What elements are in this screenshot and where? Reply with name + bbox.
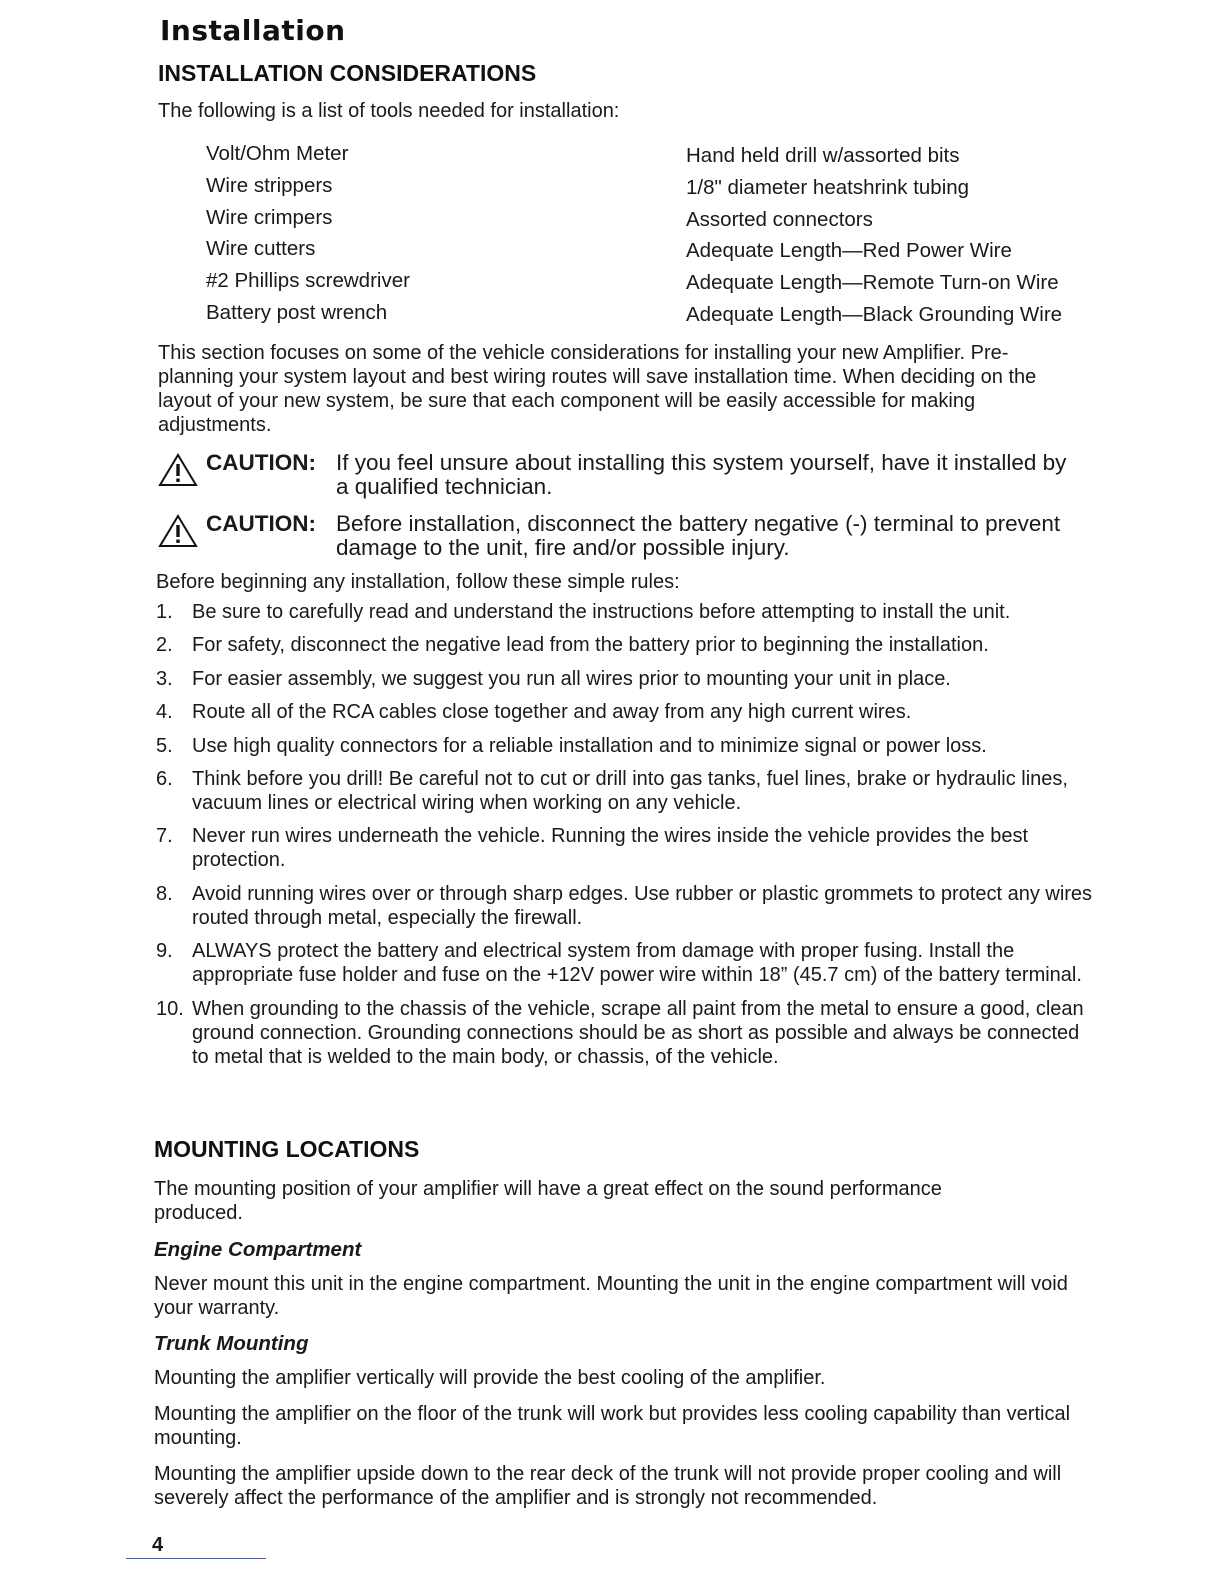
engine-compartment-text: Never mount this unit in the engine compartment. Mounting the unit in the engine compartment will void your warranty. [154, 1273, 1068, 1319]
rule-number: 4. [156, 701, 173, 724]
page-number: 4 [152, 1534, 164, 1556]
rule-text: When grounding to the chassis of the vehicle, scrape all paint from the metal to ensure a good, clean ground connection. Grounding connections should be as short as possible and always be connected to metal that is welded to the main body, or chassis, of the vehicle. [192, 997, 1084, 1068]
rule-text: Use high quality connectors for a reliable installation and to minimize signal or power loss. [192, 734, 987, 757]
rule-text: Think before you drill! Be careful not to cut or drill into gas tanks, fuel lines, brake or hydraulic lines, vacuum lines or electrical wiring when working on any vehicle. [192, 767, 1068, 814]
caution-block-1 [158, 451, 1098, 507]
rule-number: 6. [156, 767, 173, 790]
caution-label: CAUTION: [206, 511, 316, 536]
rule-number: 7. [156, 825, 173, 848]
rule-item [156, 767, 1096, 815]
rule-item [156, 667, 1096, 691]
rule-item [156, 882, 1096, 930]
rule-item [156, 997, 1096, 1069]
tool-item: Assorted connectors [686, 207, 873, 231]
rule-item [156, 600, 1096, 624]
rule-text: ALWAYS protect the battery and electrical system from damage with proper fusing. Install the appropriate fuse holder and fuse on the +12V power wire within 18” (45.7 cm) of the battery terminal. [192, 940, 1082, 987]
rule-item [156, 939, 1096, 987]
trunk-mounting-paragraph: Mounting the amplifier on the floor of the trunk will work but provides less cooling capability than vertical mounting. [154, 1403, 1071, 1449]
caution-text: Before installation, disconnect the battery negative (-) terminal to prevent damage to the unit, fire and/or possible injury. [336, 511, 1061, 560]
tool-item: Adequate Length—Red Power Wire [686, 239, 1012, 263]
tool-item: Wire strippers [206, 173, 333, 197]
tools-list-left [206, 138, 410, 329]
tool-item: #2 Phillips screwdriver [206, 269, 410, 293]
tool-item: Wire cutters [206, 237, 316, 261]
rule-item [156, 734, 1096, 758]
rule-text: For safety, disconnect the negative lead from the battery prior to beginning the installation. [192, 634, 989, 657]
rules-intro: Before beginning any installation, follow these simple rules: [156, 571, 680, 593]
rule-item [156, 700, 1096, 724]
tools-list-right [686, 140, 1062, 331]
vehicle-considerations-paragraph: This section focuses on some of the vehicle considerations for installing your new Amplifier. Pre-planning your system layout and best wiring routes will save installation time. When deciding on the layout of your new system, be sure that each component will be easily accessible for making adjustments. [158, 342, 1037, 436]
rule-number: 2. [156, 634, 173, 657]
tool-item: Wire crimpers [206, 205, 333, 229]
tool-item: 1/8" diameter heatshrink tubing [686, 175, 970, 199]
tools-intro: The following is a list of tools needed for installation: [158, 100, 620, 122]
tool-item: Battery post wrench [206, 300, 388, 324]
tool-item: Adequate Length—Remote Turn-on Wire [686, 271, 1059, 295]
mounting-locations-title: MOUNTING LOCATIONS [154, 1136, 420, 1162]
rule-item [156, 824, 1096, 872]
footer-rule [126, 1558, 266, 1559]
caution-label: CAUTION: [206, 450, 316, 475]
warning-triangle-icon [158, 453, 198, 487]
rule-text: Be sure to carefully read and understand the instructions before attempting to install the unit. [192, 601, 1011, 623]
rule-number: 10. [156, 997, 184, 1020]
trunk-mounting-heading: Trunk Mounting [154, 1332, 309, 1355]
rule-item [156, 633, 1096, 657]
page-heading: Installation [160, 14, 346, 47]
installation-rules-list [156, 600, 1096, 1078]
tool-item: Adequate Length—Black Grounding Wire [686, 302, 1063, 326]
trunk-mounting-paragraph: Mounting the amplifier vertically will provide the best cooling of the amplifier. [154, 1367, 826, 1389]
installation-considerations-title: INSTALLATION CONSIDERATIONS [158, 60, 537, 86]
rule-number: 9. [156, 940, 173, 963]
rule-text: Avoid running wires over or through sharp edges. Use rubber or plastic grommets to protect any wires routed through metal, especially the firewall. [192, 882, 1093, 929]
trunk-mounting-paragraph: Mounting the amplifier upside down to the rear deck of the trunk will not provide proper cooling and will severely affect the performance of the amplifier and is strongly not recommended. [154, 1463, 1062, 1509]
caution-text: If you feel unsure about installing this system yourself, have it installed by a qualified technician. [336, 450, 1067, 499]
rule-number: 8. [156, 882, 173, 905]
mounting-intro: The mounting position of your amplifier will have a great effect on the sound performance produced. [154, 1178, 942, 1224]
rule-text: For easier assembly, we suggest you run all wires prior to mounting your unit in place. [192, 667, 951, 690]
rule-number: 3. [156, 667, 173, 690]
rule-text: Route all of the RCA cables close together and away from any high current wires. [192, 701, 912, 724]
rule-number: 5. [156, 734, 173, 757]
rule-text: Never run wires underneath the vehicle. Running the wires inside the vehicle provides the best protection. [192, 825, 1029, 872]
tool-item: Hand held drill w/assorted bits [686, 144, 960, 167]
tool-item: Volt/Ohm Meter [206, 142, 349, 165]
warning-triangle-icon [158, 514, 198, 548]
caution-block-2 [158, 512, 1098, 568]
engine-compartment-heading: Engine Compartment [154, 1238, 362, 1261]
rule-number: 1. [156, 601, 173, 623]
